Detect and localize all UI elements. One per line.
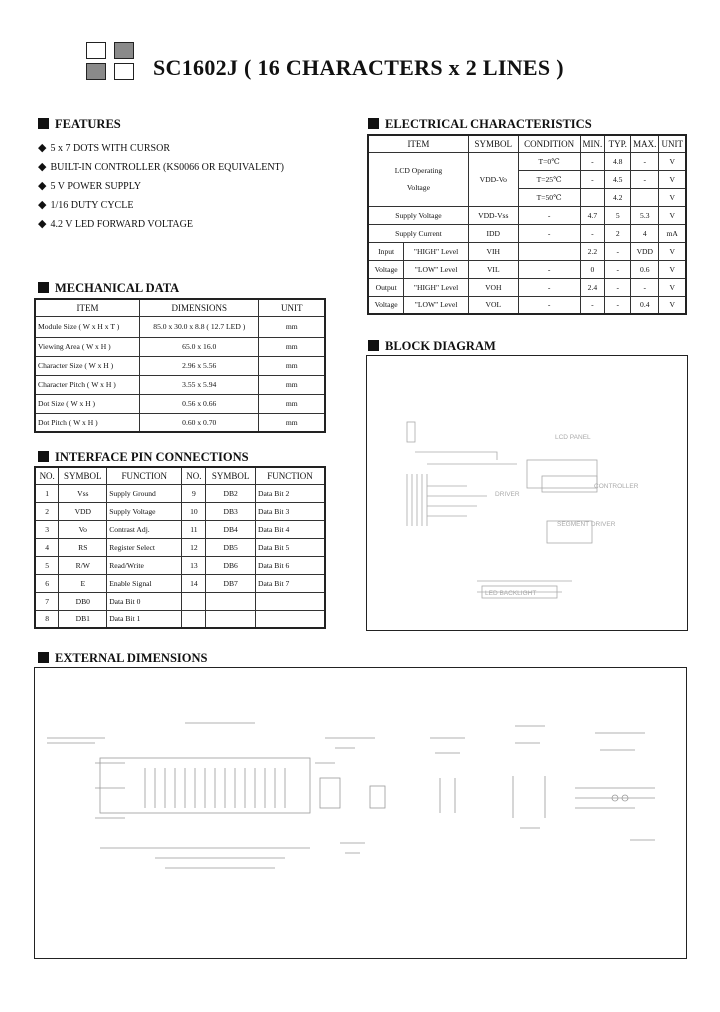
table-cell: 2 [35, 502, 59, 520]
electrical-heading-label: ELECTRICAL CHARACTERISTICS [385, 117, 592, 131]
table-cell: 13 [182, 556, 206, 574]
block-wire [415, 452, 497, 460]
diamond-bullet-icon: ◆ [38, 180, 47, 192]
table-cell: Supply Current [368, 224, 468, 242]
mechanical-heading-label: MECHANICAL DATA [55, 281, 180, 295]
table-cell: Voltage [368, 296, 404, 314]
table-row [35, 502, 325, 520]
table-cell [256, 592, 325, 610]
table-cell: 0.56 x 0.66 [140, 394, 259, 413]
table-cell: 11 [182, 520, 206, 538]
table-cell: Data Bit 3 [256, 502, 325, 520]
table-cell: 5.3 [631, 206, 659, 224]
table-cell: 2.96 x 5.56 [140, 356, 259, 375]
table-cell: 4.5 [605, 170, 631, 188]
feature-item [38, 215, 284, 234]
table-cell: DB0 [59, 592, 107, 610]
table-cell [182, 592, 206, 610]
header-cell: DIMENSIONS [140, 299, 259, 316]
table-cell: 65.0 x 16.0 [140, 337, 259, 356]
table-cell: - [605, 242, 631, 260]
table-row [368, 296, 686, 314]
table-cell: 2 [605, 224, 631, 242]
table-cell: V [659, 170, 686, 188]
table-row [35, 375, 325, 394]
table-cell: DB2 [206, 484, 256, 502]
table-cell: VOL [468, 296, 518, 314]
table-cell: 9 [182, 484, 206, 502]
detail-view [575, 733, 655, 840]
table-cell [368, 152, 468, 206]
table-cell: 8 [35, 610, 59, 628]
table-cell: R/W [59, 556, 107, 574]
table-cell [580, 188, 605, 206]
table-cell: DB1 [59, 610, 107, 628]
table-cell [182, 610, 206, 628]
table-cell: 14 [182, 574, 206, 592]
dimension-line [100, 848, 310, 868]
side-view [370, 786, 385, 808]
feature-text: 1/16 DUTY CYCLE [50, 200, 134, 211]
table-cell: DB7 [206, 574, 256, 592]
table-cell: - [518, 224, 580, 242]
table-cell: Data Bit 2 [256, 484, 325, 502]
table-cell: VDD-Vo [468, 152, 518, 206]
table-cell: - [580, 296, 605, 314]
table-row [35, 592, 325, 610]
table-cell: mm [259, 394, 325, 413]
table-cell: "LOW" Level [404, 260, 469, 278]
table-cell: VIH [468, 242, 518, 260]
table-row [368, 260, 686, 278]
table-cell: T=50℃ [518, 188, 580, 206]
side-view [320, 778, 340, 808]
table-cell: Supply Voltage [107, 502, 182, 520]
table-cell: Data Bit 1 [107, 610, 182, 628]
features-heading-label: FEATURES [55, 117, 121, 131]
logo-square-4 [114, 63, 134, 80]
table-row [35, 538, 325, 556]
table-cell: Dot Pitch ( W x H ) [35, 413, 140, 432]
table-cell: - [605, 296, 631, 314]
table-cell: mm [259, 316, 325, 337]
table-cell: Data Bit 6 [256, 556, 325, 574]
table-cell [206, 592, 256, 610]
feature-text: 5 x 7 DOTS WITH CURSOR [50, 143, 171, 154]
table-cell: IDD [468, 224, 518, 242]
block-heading-label: BLOCK DIAGRAM [385, 339, 496, 353]
table-cell: 4.2 [605, 188, 631, 206]
table-cell: DB4 [206, 520, 256, 538]
table-row [35, 610, 325, 628]
table-cell: Data Bit 4 [256, 520, 325, 538]
table-cell [256, 610, 325, 628]
detail-view [430, 738, 465, 813]
table-cell: - [631, 170, 659, 188]
block-heading [368, 339, 496, 354]
table-cell: 85.0 x 30.0 x 8.8 ( 12.7 LED ) [140, 316, 259, 337]
table-cell: V [659, 278, 686, 296]
table-cell: Enable Signal [107, 574, 182, 592]
table-cell [631, 188, 659, 206]
table-cell: - [631, 152, 659, 170]
block-label: LCD PANEL [555, 434, 591, 441]
table-cell: Data Bit 5 [256, 538, 325, 556]
mechanical-table [34, 298, 326, 433]
page-title: SC1602J ( 16 CHARACTERS x 2 LINES ) [153, 55, 564, 80]
header-cell: ITEM [368, 135, 468, 152]
table-cell: Read/Write [107, 556, 182, 574]
dimension-line [95, 763, 125, 818]
header-cell: SYMBOL [206, 467, 256, 484]
header-cell: CONDITION [518, 135, 580, 152]
header-cell: SYMBOL [468, 135, 518, 152]
table-cell: V [659, 296, 686, 314]
block-diagram [367, 356, 686, 629]
table-cell: 5 [605, 206, 631, 224]
table-row [35, 394, 325, 413]
block-label: CONTROLLER [594, 483, 639, 490]
table-cell [518, 242, 580, 260]
feature-item [38, 177, 284, 196]
square-bullet-icon [38, 652, 49, 663]
table-cell: Character Size ( W x H ) [35, 356, 140, 375]
table-cell: - [518, 278, 580, 296]
table-cell: Viewing Area ( W x H ) [35, 337, 140, 356]
table-cell: Data Bit 0 [107, 592, 182, 610]
detail-view [513, 726, 545, 828]
table-row [35, 316, 325, 337]
table-cell: 4.7 [580, 206, 605, 224]
table-cell: - [518, 206, 580, 224]
table-cell: Input [368, 242, 404, 260]
table-cell: RS [59, 538, 107, 556]
header-cell: MIN. [580, 135, 605, 152]
table-cell: 6 [35, 574, 59, 592]
table-row [35, 413, 325, 432]
table-cell: 0.6 [631, 260, 659, 278]
header-cell: TYP. [605, 135, 631, 152]
table-cell: 7 [35, 592, 59, 610]
table-cell: mm [259, 337, 325, 356]
table-row [35, 337, 325, 356]
block-label: SEGMENT DRIVER [557, 521, 616, 528]
table-cell: mm [259, 413, 325, 432]
interface-heading-label: INTERFACE PIN CONNECTIONS [55, 450, 249, 464]
mechanical-heading [38, 281, 179, 296]
table-cell: E [59, 574, 107, 592]
table-cell: T=25℃ [518, 170, 580, 188]
external-heading [38, 651, 207, 666]
header-cell: MAX. [631, 135, 659, 152]
table-cell: V [659, 260, 686, 278]
table-row [368, 152, 686, 170]
table-cell: VDD-Vss [468, 206, 518, 224]
header-cell: NO. [182, 467, 206, 484]
table-cell: V [659, 152, 686, 170]
table-row [35, 520, 325, 538]
table-cell: Contrast Adj. [107, 520, 182, 538]
table-cell: 3.55 x 5.94 [140, 375, 259, 394]
table-row [35, 356, 325, 375]
table-cell: - [518, 296, 580, 314]
table-cell: - [580, 170, 605, 188]
header-cell: UNIT [659, 135, 686, 152]
table-row [368, 242, 686, 260]
square-bullet-icon [368, 118, 379, 129]
table-cell [206, 610, 256, 628]
dimension-line [340, 843, 365, 853]
header-cell: FUNCTION [256, 467, 325, 484]
table-cell: DB6 [206, 556, 256, 574]
table-cell: Module Size ( W x H x T ) [35, 316, 140, 337]
table-row [368, 224, 686, 242]
table-cell: V [659, 188, 686, 206]
table-cell: VDD [59, 502, 107, 520]
header-cell: UNIT [259, 299, 325, 316]
table-cell: 0.4 [631, 296, 659, 314]
table-cell: mA [659, 224, 686, 242]
table-cell: 1 [35, 484, 59, 502]
table-row [35, 574, 325, 592]
feature-text: BUILT-IN CONTROLLER (KS0066 OR EQUIVALENT) [50, 162, 284, 173]
square-bullet-icon [368, 340, 379, 351]
interface-table [34, 466, 326, 629]
table-cell: V [659, 206, 686, 224]
table-cell: 10 [182, 502, 206, 520]
table-cell: V [659, 242, 686, 260]
table-cell: 3 [35, 520, 59, 538]
table-cell: Register Select [107, 538, 182, 556]
diamond-bullet-icon: ◆ [38, 218, 47, 230]
block-wire [407, 422, 415, 442]
table-header-row [35, 467, 325, 484]
table-cell: Vo [59, 520, 107, 538]
table-cell: VIL [468, 260, 518, 278]
table-cell: 2.2 [580, 242, 605, 260]
table-cell: 4 [35, 538, 59, 556]
table-cell: 5 [35, 556, 59, 574]
table-cell: - [605, 278, 631, 296]
header-cell: NO. [35, 467, 59, 484]
block-diagram-frame [366, 355, 688, 631]
table-cell: - [580, 224, 605, 242]
table-cell: mm [259, 375, 325, 394]
table-cell: 0.60 x 0.70 [140, 413, 259, 432]
table-cell: Supply Ground [107, 484, 182, 502]
table-cell: 0 [580, 260, 605, 278]
logo-square-1 [86, 42, 106, 59]
table-cell: 4 [631, 224, 659, 242]
table-row [368, 278, 686, 296]
header-cell: FUNCTION [107, 467, 182, 484]
table-cell: - [580, 152, 605, 170]
square-bullet-icon [38, 451, 49, 462]
table-cell: 4.8 [605, 152, 631, 170]
header-cell: SYMBOL [59, 467, 107, 484]
table-cell: Supply Voltage [368, 206, 468, 224]
feature-item [38, 196, 284, 215]
table-cell: Character Pitch ( W x H ) [35, 375, 140, 394]
table-cell: Data Bit 7 [256, 574, 325, 592]
interface-heading [38, 450, 249, 465]
electrical-heading [368, 117, 592, 132]
logo-square-2 [114, 42, 134, 59]
features-heading [38, 117, 121, 132]
table-header-row [368, 135, 686, 152]
table-cell: "HIGH" Level [404, 278, 469, 296]
feature-item [38, 139, 284, 158]
table-cell: "LOW" Level [404, 296, 469, 314]
lcd-panel-block [527, 460, 597, 488]
table-cell: 12 [182, 538, 206, 556]
bus-lines [407, 474, 427, 526]
table-cell: T=0℃ [518, 152, 580, 170]
feature-text: 4.2 V LED FORWARD VOLTAGE [50, 219, 193, 230]
square-bullet-icon [38, 118, 49, 129]
cell-text: LCD Operating [394, 166, 443, 175]
logo-square-3 [86, 63, 106, 80]
header-cell: ITEM [35, 299, 140, 316]
block-wire [427, 486, 487, 516]
table-cell: 2.4 [580, 278, 605, 296]
dimension-line [47, 738, 105, 743]
table-cell: - [605, 260, 631, 278]
diamond-bullet-icon: ◆ [38, 199, 47, 211]
external-heading-label: EXTERNAL DIMENSIONS [55, 651, 208, 665]
table-cell: Voltage [368, 260, 404, 278]
diamond-bullet-icon: ◆ [38, 142, 47, 154]
table-cell: Dot Size ( W x H ) [35, 394, 140, 413]
external-dimensions-drawing [35, 668, 685, 957]
table-cell: "HIGH" Level [404, 242, 469, 260]
square-bullet-icon [38, 282, 49, 293]
table-cell: DB5 [206, 538, 256, 556]
feature-item [38, 158, 284, 177]
controller-block [542, 476, 597, 492]
table-cell: - [631, 278, 659, 296]
electrical-table [367, 134, 687, 315]
viewing-area-grid [145, 768, 285, 808]
table-row [35, 556, 325, 574]
table-cell: Vss [59, 484, 107, 502]
table-cell: VDD [631, 242, 659, 260]
table-cell: VOH [468, 278, 518, 296]
table-cell: Output [368, 278, 404, 296]
diamond-bullet-icon: ◆ [38, 161, 47, 173]
table-header-row [35, 299, 325, 316]
cell-text: Voltage [406, 183, 430, 192]
table-row [35, 484, 325, 502]
table-cell: mm [259, 356, 325, 375]
feature-text: 5 V POWER SUPPLY [50, 181, 142, 192]
table-cell: - [518, 260, 580, 278]
block-label: DRIVER [495, 491, 520, 498]
table-row [368, 206, 686, 224]
block-label: LED BACKLIGHT [485, 590, 537, 597]
external-dimensions-frame [34, 667, 687, 959]
dimension-line [315, 738, 375, 763]
table-cell: DB3 [206, 502, 256, 520]
features-list [38, 139, 284, 234]
